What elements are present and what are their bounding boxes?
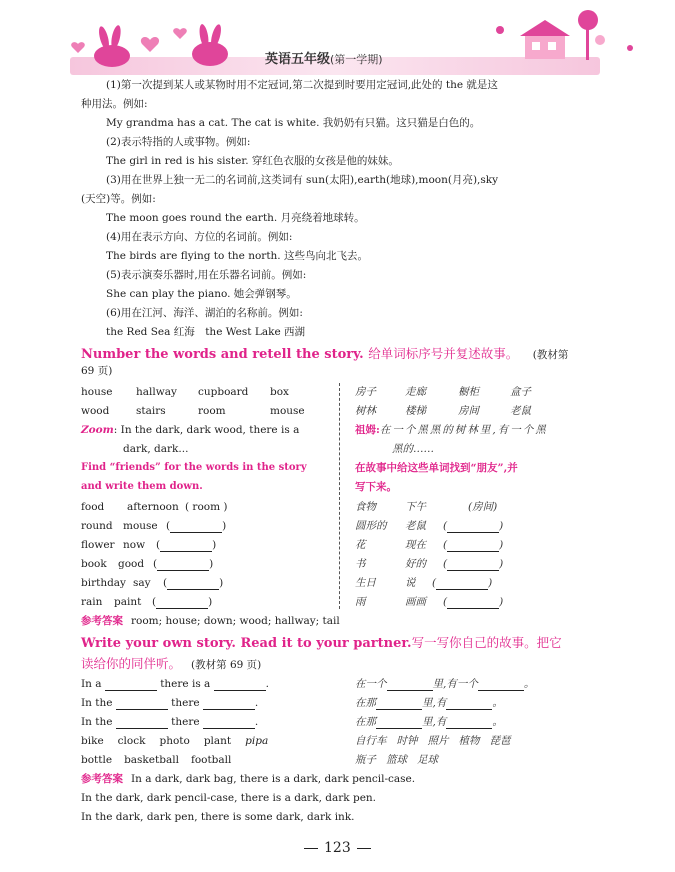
- section2-title: [81, 633, 562, 651]
- story-blank[interactable]: [203, 698, 255, 710]
- word: cupboard: [198, 386, 249, 398]
- open-paren: (: [443, 539, 448, 551]
- vocab-line: [81, 753, 231, 767]
- section1-ref: (教材第: [532, 349, 569, 361]
- answer-blank[interactable]: [170, 521, 222, 533]
- zoom-label: Zoom: [81, 424, 114, 436]
- usage-line: (5)表示演奏乐器时,用在乐器名词前。例如:: [106, 269, 307, 281]
- word: 房子: [355, 386, 376, 398]
- find-instruction-cn: 在故事中给这些单词找到“朋友”,并: [355, 462, 518, 474]
- vocab-word: 植物: [458, 735, 480, 747]
- open-paren: (: [432, 577, 437, 589]
- close-paren: ): [499, 520, 504, 532]
- pair-word: 食物: [355, 501, 376, 513]
- answer-blank[interactable]: [436, 578, 488, 590]
- answer-text: In a dark, dark bag, there is a dark, dark pencil-case.: [131, 773, 416, 785]
- open-paren: (: [443, 558, 448, 570]
- pair-word: flower: [81, 539, 115, 551]
- usage-line: (4)用在表示方向、方位的名词前。例如:: [106, 231, 293, 243]
- answer-blank[interactable]: [447, 521, 499, 533]
- story-text: 。: [492, 716, 503, 728]
- header-decoration: [0, 0, 675, 80]
- pair-word: 说: [405, 577, 416, 589]
- book-subtitle: (第一学期): [330, 53, 383, 66]
- vocab-word: photo: [159, 735, 190, 747]
- word: 房间: [458, 405, 479, 417]
- usage-line: 种用法。例如:: [81, 98, 148, 110]
- vocab-word: bottle: [81, 754, 113, 766]
- usage-line: (6)用在江河、海洋、湖泊的名称前。例如:: [106, 307, 303, 319]
- story-text: 在那: [355, 697, 376, 709]
- zoom-text-2: dark, dark...: [123, 443, 189, 455]
- answer-label: 参考答案: [81, 773, 123, 785]
- pair-blank[interactable]: [156, 538, 216, 552]
- close-paren: ): [488, 577, 493, 589]
- story-line: [355, 715, 503, 729]
- close-paren: ): [219, 577, 224, 589]
- vocab-word: 照片: [427, 735, 449, 747]
- word: 走廊: [405, 386, 426, 398]
- pair-answer: ( room ): [185, 501, 228, 513]
- usage-line: My grandma has a cat. The cat is white. 我奶奶有只猫。这只猫是白色的。: [106, 117, 481, 129]
- find-instruction-cn-2: 写下来。: [355, 481, 397, 493]
- vocab-word: clock: [117, 735, 146, 747]
- word: room: [198, 405, 226, 417]
- section2-title-cn: 写一写你自己的故事。把它: [411, 635, 562, 650]
- answer-text: In the dark, dark pen, there is some dark, dark ink.: [81, 811, 355, 823]
- pair-word: 生日: [355, 577, 376, 589]
- pair-blank[interactable]: [443, 519, 503, 533]
- vocab-word: basketball: [124, 754, 179, 766]
- usage-line: The moon goes round the earth. 月亮绕着地球转。: [106, 212, 365, 224]
- word: 楼梯: [405, 405, 426, 417]
- pair-answer: (房间): [468, 501, 498, 513]
- usage-line: She can play the piano. 她会弹钢琴。: [106, 288, 297, 300]
- book-title: 英语五年级: [265, 52, 331, 67]
- pair-word: birthday: [81, 577, 126, 589]
- vocab-word: football: [190, 754, 232, 766]
- vocab-word: 足球: [417, 754, 438, 766]
- story-text: .: [254, 716, 259, 728]
- open-paren: (: [443, 596, 448, 608]
- story-text: 里,有一个: [432, 678, 478, 690]
- vocab-word: bike: [81, 735, 104, 747]
- pair-word: 花: [355, 539, 366, 551]
- vocab-word: 时钟: [396, 735, 418, 747]
- story-text: .: [254, 697, 259, 709]
- pair-word: 下午: [405, 501, 426, 513]
- story-text: 。: [523, 678, 535, 690]
- section2-answer: [81, 772, 415, 786]
- vocab-word: 篮球: [386, 754, 407, 766]
- answer-blank[interactable]: [447, 540, 499, 552]
- vocab-word: 自行车: [355, 735, 387, 747]
- house-icon: [520, 20, 570, 59]
- pair-word: 好的: [405, 558, 426, 570]
- word: house: [81, 386, 113, 398]
- pair-word: say: [133, 577, 151, 589]
- answer-blank[interactable]: [156, 597, 208, 609]
- grandma-text-2: 黑的……: [392, 443, 434, 455]
- word: 老鼠: [510, 405, 531, 417]
- story-blank[interactable]: [446, 717, 492, 729]
- pair-blank[interactable]: [443, 538, 503, 552]
- column-divider: [339, 383, 340, 609]
- page-number-text: 123: [324, 840, 351, 856]
- story-text: In the: [81, 697, 113, 709]
- story-blank[interactable]: [387, 679, 433, 691]
- usage-line: (天空)等。例如:: [81, 193, 156, 205]
- usage-line: The birds are flying to the north. 这些鸟向北飞去。: [106, 250, 368, 262]
- vocab-line: [81, 734, 268, 748]
- section1-title: [81, 344, 568, 362]
- close-paren: ): [499, 596, 504, 608]
- story-blank[interactable]: [376, 717, 422, 729]
- pair-blank[interactable]: [153, 557, 213, 571]
- grandma-line: [355, 423, 548, 437]
- story-blank[interactable]: [214, 679, 266, 691]
- usage-line: (3)用在世界上独一无二的名词前,这类词有 sun(太阳),earth(地球),moon(月亮),sky: [106, 174, 499, 186]
- answer-blank[interactable]: [447, 597, 499, 609]
- pair-word: paint: [114, 596, 142, 608]
- pair-word: 老鼠: [405, 520, 426, 532]
- pair-blank[interactable]: [166, 519, 226, 533]
- story-text: .: [265, 678, 270, 690]
- story-text: there: [171, 697, 200, 709]
- word: stairs: [136, 405, 166, 417]
- story-blank[interactable]: [203, 717, 255, 729]
- answer-blank[interactable]: [167, 578, 219, 590]
- word: wood: [81, 405, 110, 417]
- pair-word: round: [81, 520, 113, 532]
- close-paren: ): [499, 558, 504, 570]
- story-text: 在那: [355, 716, 376, 728]
- word: 树林: [355, 405, 376, 417]
- pair-word: now: [123, 539, 146, 551]
- story-text: there: [171, 716, 200, 728]
- answer-blank[interactable]: [447, 559, 499, 571]
- section2-title-cn2: 读给你的同伴听。: [81, 656, 182, 671]
- story-text: In the: [81, 716, 113, 728]
- find-instruction-en: Find “friends” for the words in the story: [81, 462, 307, 473]
- vocab-word: 瓶子: [355, 754, 376, 766]
- story-line: [81, 715, 258, 729]
- word: 盒子: [510, 386, 531, 398]
- pair-word: mouse: [123, 520, 158, 532]
- zoom-text: : In the dark, dark wood, there is a: [113, 424, 300, 436]
- pair-blank[interactable]: [443, 595, 503, 609]
- section2-title-line2: [81, 654, 261, 672]
- zoom-line: [81, 423, 299, 437]
- story-text: 在一个: [355, 678, 387, 690]
- grandma-label: 祖姆:: [355, 424, 380, 436]
- pair-blank[interactable]: [152, 595, 212, 609]
- story-blank[interactable]: [105, 679, 157, 691]
- grandma-text: 在一个黑黑的树林里,有一个黑: [379, 424, 548, 436]
- pair-blank[interactable]: [443, 557, 503, 571]
- story-blank[interactable]: [478, 679, 524, 691]
- answer-blank[interactable]: [160, 540, 212, 552]
- page-number: [298, 840, 377, 856]
- story-text: 里,有: [422, 716, 447, 728]
- story-blank[interactable]: [116, 698, 168, 710]
- open-paren: (: [163, 577, 168, 589]
- heart-icon: [71, 28, 187, 53]
- story-line: [355, 677, 534, 691]
- open-paren: (: [166, 520, 171, 532]
- story-text: 里,有: [422, 697, 447, 709]
- vocab-line: [355, 753, 438, 767]
- word: 橱柜: [458, 386, 479, 398]
- pair-word: 现在: [405, 539, 426, 551]
- story-line: [355, 696, 503, 710]
- open-paren: (: [152, 596, 157, 608]
- section1-ref-page: 69 页): [81, 365, 113, 377]
- section2-ref: (教材第 69 页): [191, 659, 262, 671]
- story-blank[interactable]: [116, 717, 168, 729]
- answer-text: room; house; down; wood; hallway; tail: [131, 615, 340, 627]
- vocab-line: [355, 734, 511, 748]
- vocab-word: pipa: [245, 735, 269, 747]
- usage-line: the Red Sea 红海 the West Lake 西湖: [106, 326, 305, 338]
- answer-text: In the dark, dark pencil-case, there is a dark, dark pen.: [81, 792, 377, 804]
- story-line: [81, 696, 258, 710]
- pair-blank[interactable]: [163, 576, 223, 590]
- story-line: [81, 677, 269, 691]
- open-paren: (: [153, 558, 158, 570]
- close-paren: ): [208, 596, 213, 608]
- vocab-word: 琵琶: [489, 735, 511, 747]
- open-paren: (: [156, 539, 161, 551]
- pair-word: 圆形的: [355, 520, 387, 532]
- word: hallway: [136, 386, 177, 398]
- usage-line: (2)表示特指的人或事物。例如:: [106, 136, 251, 148]
- usage-line: The girl in red is his sister. 穿红色衣服的女孩是他的妹妹。: [106, 155, 399, 167]
- tree-icon: [578, 10, 605, 60]
- section1-answer: [81, 614, 340, 628]
- vocab-word: plant: [203, 735, 232, 747]
- pair-word: 画画: [405, 596, 426, 608]
- story-blank[interactable]: [376, 698, 422, 710]
- pair-word: food: [81, 501, 105, 513]
- close-paren: ): [499, 539, 504, 551]
- answer-label: 参考答案: [81, 615, 123, 627]
- pair-word: afternoon: [127, 501, 179, 513]
- header-title: [265, 48, 383, 67]
- usage-line: (1)第一次提到某人或某物时用不定冠词,第二次提到时要用定冠词,此处的 the 就是这: [106, 79, 498, 91]
- close-paren: ): [209, 558, 214, 570]
- open-paren: (: [443, 520, 448, 532]
- pair-word: 书: [355, 558, 366, 570]
- section2-title-en: Write your own story. Read it to your partner.: [81, 636, 412, 651]
- section1-title-cn: 给单词标序号并复述故事。: [368, 346, 519, 361]
- word: box: [270, 386, 289, 398]
- pair-word: 雨: [355, 596, 366, 608]
- story-text: In a: [81, 678, 102, 690]
- close-paren: ): [222, 520, 227, 532]
- close-paren: ): [212, 539, 217, 551]
- find-instruction-en-2: and write them down.: [81, 481, 203, 492]
- word: mouse: [270, 405, 305, 417]
- story-blank[interactable]: [446, 698, 492, 710]
- story-text: there is a: [160, 678, 211, 690]
- section1-title-en: Number the words and retell the story.: [81, 347, 364, 362]
- answer-blank[interactable]: [157, 559, 209, 571]
- pair-word: rain: [81, 596, 103, 608]
- story-text: 。: [492, 697, 503, 709]
- pair-blank[interactable]: [432, 576, 492, 590]
- pair-word: good: [118, 558, 145, 570]
- pair-word: book: [81, 558, 107, 570]
